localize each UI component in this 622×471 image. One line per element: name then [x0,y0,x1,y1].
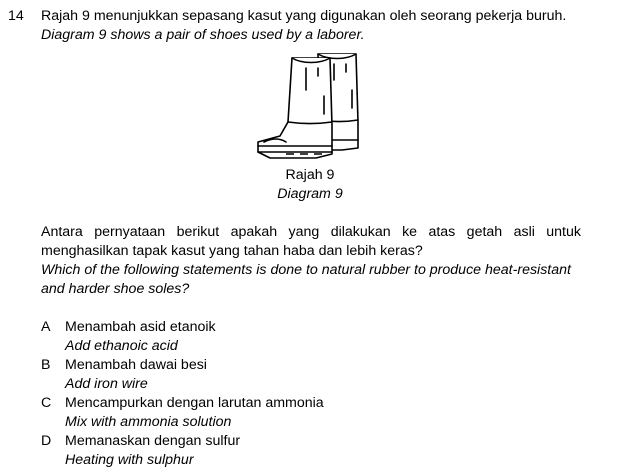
prompt-malay-line-1: Antara pernyataan berikut apakah yang dilakukan ke atas getah asli untuk [41,224,581,240]
figure-caption-english: Diagram 9 [277,186,343,202]
option-a-letter[interactable]: A [41,319,51,335]
option-d-malay[interactable]: Memanaskan dengan sulfur [65,433,241,449]
prompt-english-line-1: Which of the following statements is done to natural rubber to produce heat-resistant [41,262,571,278]
option-b-english[interactable]: Add iron wire [65,376,148,392]
option-d-english[interactable]: Heating with sulphur [65,452,194,468]
option-c-letter[interactable]: C [41,395,52,411]
prompt-malay-line-2: menghasilkan tapak kasut yang tahan haba dan lebih keras? [41,243,423,259]
option-a-malay[interactable]: Menambah asid etanoik [65,319,216,335]
rubber-boots-icon [250,50,370,162]
intro-malay: Rajah 9 menunjukkan sepasang kasut yang digunakan oleh seorang pekerja buruh. [41,8,567,24]
option-a-english[interactable]: Add ethanoic acid [65,338,178,354]
figure-caption-malay: Rajah 9 [285,167,335,183]
option-c-english[interactable]: Mix with ammonia solution [65,414,232,430]
intro-english: Diagram 9 shows a pair of shoes used by a laborer. [41,27,365,43]
prompt-english-line-2: and harder shoe soles? [41,281,190,297]
option-c-malay[interactable]: Mencampurkan dengan larutan ammonia [65,395,324,411]
question-prompt [41,223,581,299]
option-d-letter[interactable]: D [41,433,52,449]
option-b-letter[interactable]: B [41,357,51,373]
option-b-malay[interactable]: Menambah dawai besi [65,357,207,373]
question-intro [41,7,586,45]
question-number: 14 [8,8,24,24]
